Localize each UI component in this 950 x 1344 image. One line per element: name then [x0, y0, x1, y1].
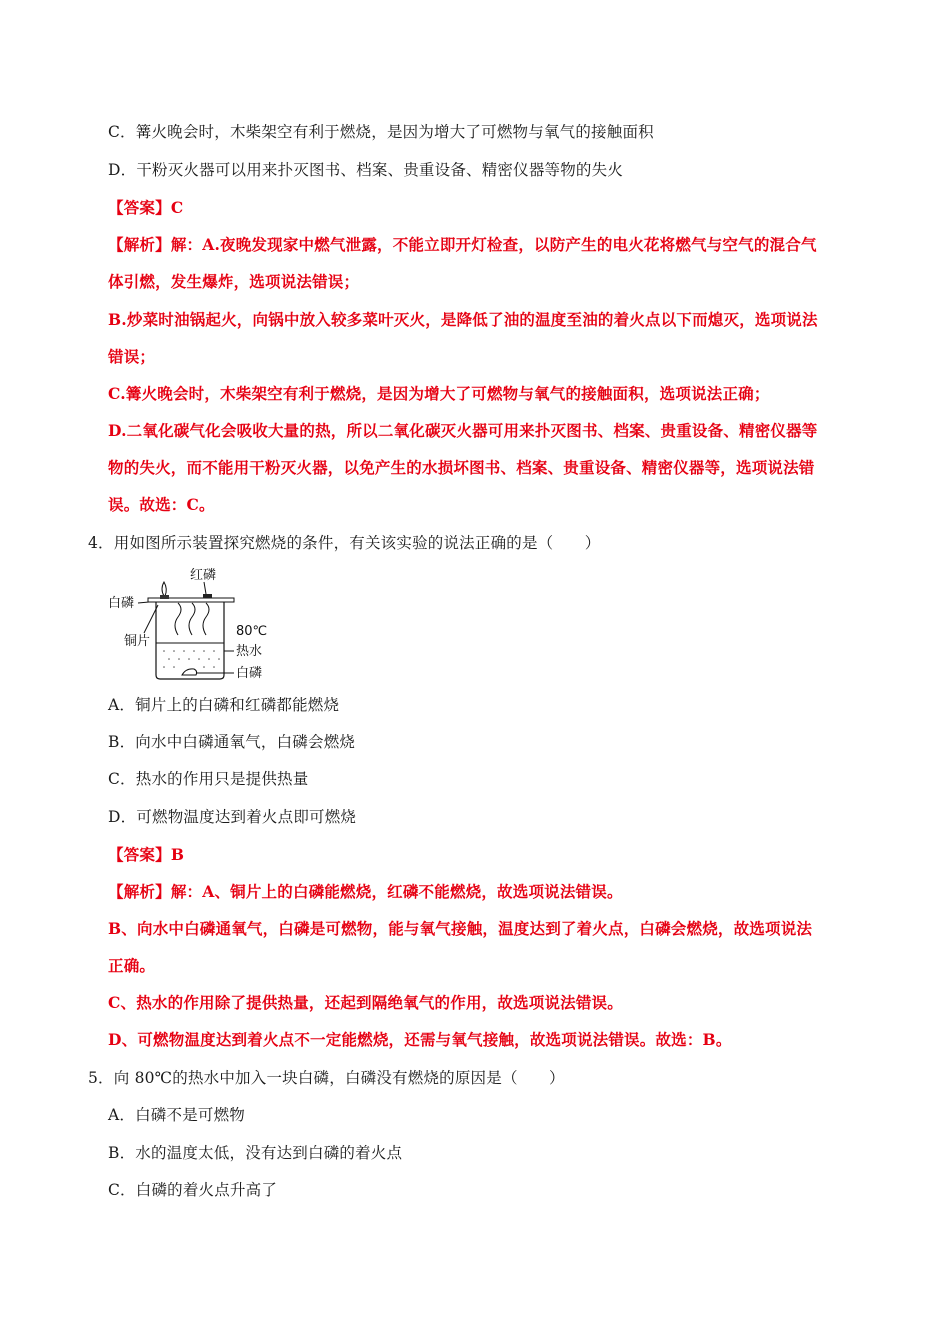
q4-analysis-line: B、向水中白磷通氧气，白磷是可燃物，能与氧气接触，温度达到了着火点，白磷会燃烧，故选项说法 [108, 919, 813, 938]
q3-analysis-line: B.炒菜时油锅起火，向锅中放入较多菜叶灭火，是降低了油的温度至油的着火点以下而熄灭，选项说法 [108, 310, 818, 329]
label-copper-plate: 铜片 [124, 634, 151, 649]
white-phosphorus-underwater [182, 669, 197, 675]
label-temperature: 80℃ [236, 624, 268, 639]
analysis-tag: 【解析】 [108, 882, 171, 901]
q4-option-b: B．向水中白磷通氧气，白磷会燃烧 [108, 733, 356, 751]
q3-analysis-line: C.篝火晚会时，木柴架空有利于燃烧，是因为增大了可燃物与氧气的接触面积，选项说法正确； [108, 384, 770, 403]
answer-tag: 【答案】 [108, 845, 171, 864]
q5-option-b: B．水的温度太低，没有达到白磷的着火点 [108, 1144, 403, 1162]
q3-answer [108, 198, 183, 218]
answer-value: C [170, 198, 184, 217]
answer-tag: 【答案】 [108, 198, 171, 217]
q4-stem: 4．用如图所示装置探究燃烧的条件，有关该实验的说法正确的是（ ） [88, 534, 601, 552]
analysis-tag: 【解析】 [108, 235, 171, 254]
answer-value: B [170, 845, 185, 864]
q4-answer [108, 845, 184, 865]
q3-analysis-line: 物的失火，而不能用干粉灭火器，以免产生的水损坏图书、档案、贵重设备、精密仪器等，选项说法错 [108, 458, 815, 477]
hot-water [163, 650, 220, 668]
q5-stem: 5．向 80℃的热水中加入一块白磷，白磷没有燃烧的原因是（ ） [88, 1069, 565, 1087]
q4-option-d: D．可燃物温度达到着火点即可燃烧 [108, 808, 357, 826]
q3-analysis-line: D.二氧化碳气化会吸收大量的热，所以二氧化碳灭火器可用来扑灭图书、档案、贵重设备、精密仪器等 [108, 421, 818, 440]
q3-analysis-line: 错误； [108, 347, 156, 366]
label-white-phosphorus-top: 白磷 [108, 596, 135, 611]
q3-analysis-line: 误。故选：C。 [108, 495, 215, 514]
q3-option-d: D．干粉灭火器可以用来扑灭图书、档案、贵重设备、精密仪器等物的失火 [108, 161, 624, 179]
q3-analysis-line: 【解析】解：A.夜晚发现家中燃气泄露，不能立即开灯检查，以防产生的电火花将燃气与空气的混合气 [108, 235, 817, 254]
q4-analysis-line: 正确。 [108, 956, 156, 975]
q3-option-c: C．篝火晚会时，木柴架空有利于燃烧，是因为增大了可燃物与氧气的接触面积 [108, 123, 654, 141]
q5-option-c: C．白磷的着火点升高了 [108, 1181, 278, 1199]
q5-option-a: A．白磷不是可燃物 [108, 1106, 245, 1124]
flame-icon [162, 582, 166, 596]
q4-analysis-line: C、热水的作用除了提供热量，还起到隔绝氧气的作用，故选项说法错误。 [108, 993, 623, 1012]
label-red-phosphorus: 红磷 [190, 568, 217, 583]
red-phosphorus-sample [203, 594, 212, 598]
q4-analysis-line: D、可燃物温度达到着火点不一定能燃烧，还需与氧气接触，故选项说法错误。故选：B。 [108, 1030, 732, 1049]
q3-analysis-line: 体引燃，发生爆炸，选项说法错误； [108, 272, 360, 291]
combustion-apparatus-figure [108, 565, 288, 685]
label-hot-water: 热水 [236, 644, 263, 659]
label-white-phosphorus-bottom: 白磷 [236, 666, 263, 681]
q4-option-a: A．铜片上的白磷和红磷都能燃烧 [108, 696, 340, 714]
q4-analysis-line: 【解析】解：A、铜片上的白磷能燃烧，红磷不能燃烧，故选项说法错误。 [108, 882, 623, 901]
q4-option-c: C．热水的作用只是提供热量 [108, 770, 309, 788]
